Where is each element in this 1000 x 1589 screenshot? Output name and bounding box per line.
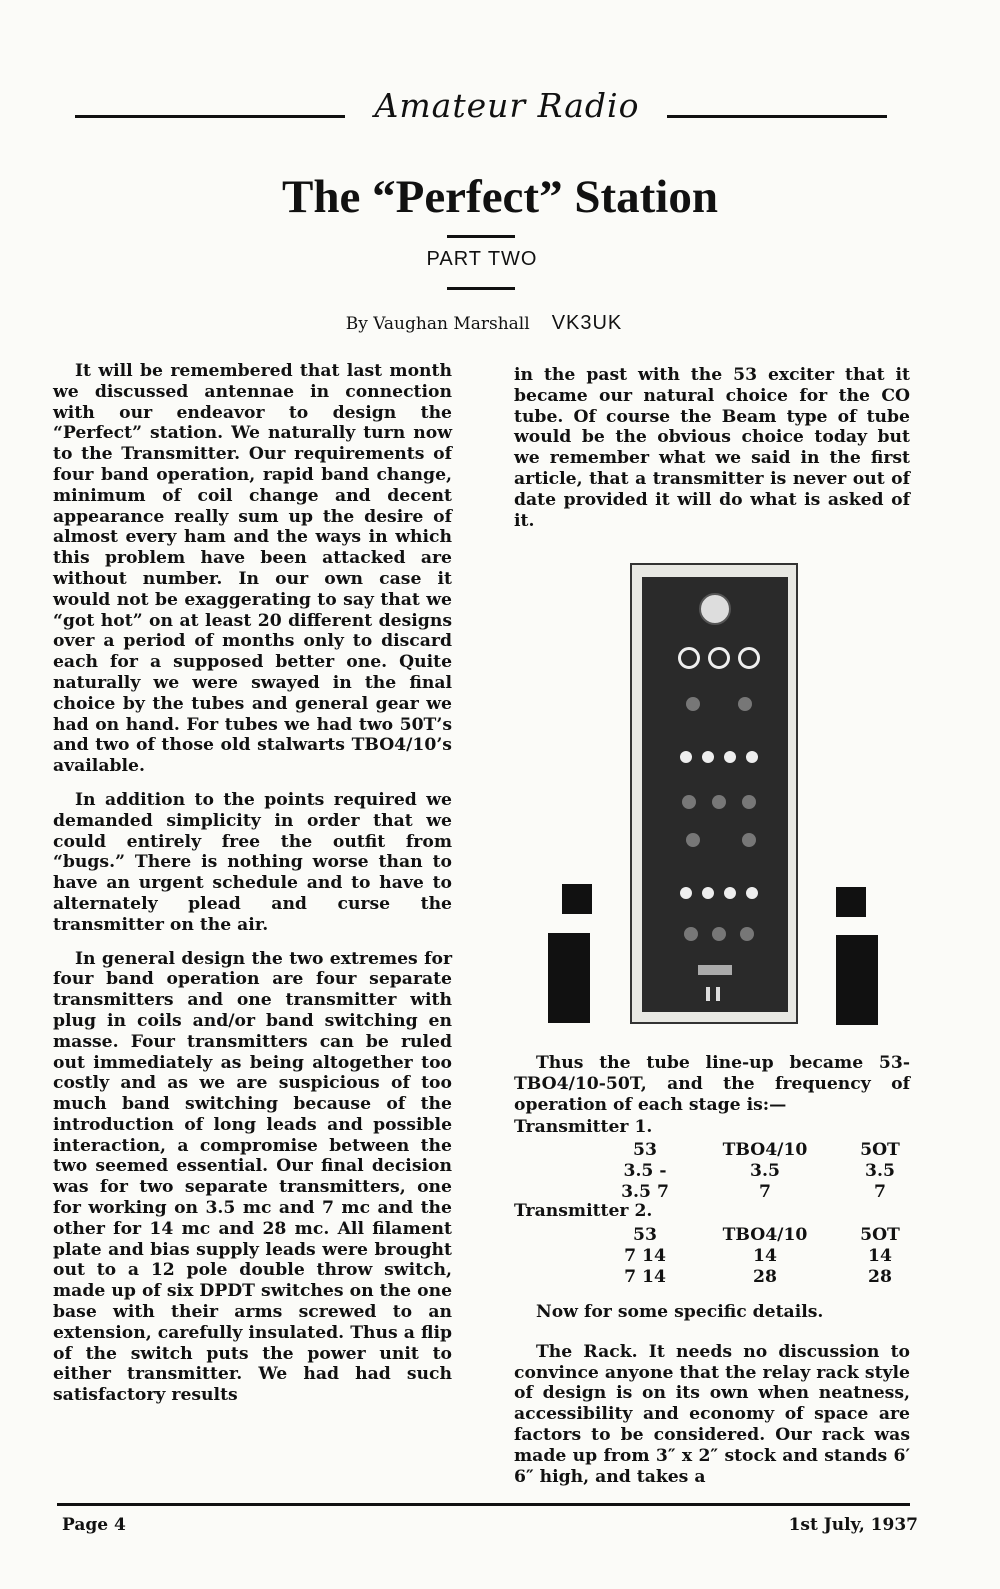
author-callsign: VK3UK [551,312,623,334]
table-cell: 3.5 - [623,1160,667,1181]
byline [0,312,968,335]
knob-icon [684,927,698,941]
switch-toggle [716,987,720,1001]
knob-icon [724,751,736,763]
dial-icon [708,647,730,669]
knob-icon [680,751,692,763]
meter-icon [699,593,731,625]
title-divider [447,235,515,238]
masthead [75,84,887,134]
paragraph: In general design the two extremes for four band operation are four separate transmitters and one transmitter with plug in coils and/or band switching en masse. Four transmitters can be ruled out immediately as being altogether too costly and as we are suspicious of too much band switching because of the introduction of long leads and possible interaction, a compromise between the two seemed essential. Our final decision was for two separate transmitters, one for working on 3.5 mc and 7 mc and the other for 14 mc and 28 mc. All filament plate and bias supply leads were brought out to a 12 pole double throw switch, made up of six DPDT switches on the one base with their arms screwed to an extension, carefully insulated. Thus a flip of the switch puts the power unit to either transmitter. We had had such satisfactory results [53,948,452,1406]
right-column-end [514,1302,910,1500]
rack-panel [642,577,788,1012]
table-cell: 14 [868,1245,892,1266]
knob-icon [686,833,700,847]
paragraph: It will be remembered that last month we discussed antennae in connection with our endeavor to design the “Perfect” station. We naturally turn now to the Transmitter. Our requirements of four band operation, rapid band change, minimum of coil change and decent appearance really sum up the desire of almost every ham and the ways in which this problem have been attacked are without number. In our own case it would not be exaggerating to say that we “got hot” on at least 20 different designs over a period of months only to discard each for a supposed better one. Quite naturally we were swayed in the final choice by the tubes and general gear we had on hand. For tubes we had two 50T’s and two of those old stalwarts TBO4/10’s available. [53,361,452,777]
knob-icon [742,795,756,809]
table-cell: 53 [633,1139,657,1160]
table-cell: 3.5 7 [621,1181,669,1202]
table-cell: 28 [868,1266,892,1287]
table-cell: TBO4/10 [722,1224,808,1245]
transmitter-rack-photo [630,563,798,1024]
table-cell: 7 [874,1181,886,1202]
switch-toggle [706,987,710,1001]
page-number: Page 4 [62,1515,126,1535]
table-cell: 7 14 [624,1245,666,1266]
table-cell: 3.5 [750,1160,780,1181]
masthead-rule-right [667,115,887,118]
author-name: By Vaughan Marshall [345,314,530,334]
paragraph: The Rack. It needs no discussion to convince anyone that the relay rack style of design is on its own when neatness, accessibility and economy of space are factors to be considered. Our rack was made up from 3″ x 2″ stock and stands 6′ 6″ high, and takes a [514,1341,910,1487]
knob-icon [738,697,752,711]
knob-icon [702,751,714,763]
knob-icon [712,795,726,809]
scale-marker-bar [836,935,878,1025]
dial-icon [678,647,700,669]
paragraph: Thus the tube line-up became 53-TBO4/10-50T, and the frequency of operation of each stage is:— [514,1053,910,1115]
table-cell: 53 [633,1224,657,1245]
table-cell: 5OT [860,1224,900,1245]
knob-icon [702,887,714,899]
table-header [600,1139,920,1160]
knob-icon [746,751,758,763]
switch-plate [698,965,732,975]
transmitter-2-table [600,1224,920,1287]
knob-icon [680,887,692,899]
table-cell: 7 [759,1181,771,1202]
issue-date: 1st July, 1937 [788,1515,918,1535]
paragraph: in the past with the 53 exciter that it became our natural choice for the CO tube. Of course the Beam type of tube would be the obvious choice today but we remember what we said in the first article, that a transmitter is never out of date provided it will do what is asked of it. [514,365,910,531]
knob-icon [686,697,700,711]
transmitter-1-label: Transmitter 1. [514,1117,653,1137]
footer-rule [57,1503,910,1506]
masthead-logo: Amateur Radio [374,86,640,125]
paragraph: In addition to the points required we demanded simplicity in order that we could entirely free the outfit from “bugs.” There is nothing worse than to have an urgent schedule and to have to alternately plead and curse the transmitter on the air. [53,789,452,935]
dial-icon [738,647,760,669]
table-row [600,1181,920,1202]
table-cell: 3.5 [865,1160,895,1181]
transmitter-1-table [600,1139,920,1202]
right-column-bottom [514,1053,910,1115]
scale-marker-square [562,884,592,914]
article-subtitle: PART TWO [426,248,538,270]
masthead-rule-left [75,115,345,118]
scale-marker-bar [548,933,590,1023]
knob-icon [682,795,696,809]
knob-icon [740,927,754,941]
scale-marker-square [836,887,866,917]
table-cell: 7 14 [624,1266,666,1287]
table-cell: 5OT [860,1139,900,1160]
knob-icon [724,887,736,899]
left-column [53,361,452,1419]
knob-icon [712,927,726,941]
table-cell: TBO4/10 [722,1139,808,1160]
table-header [600,1224,920,1245]
table-cell: 28 [753,1266,777,1287]
knob-icon [746,887,758,899]
article-title: The “Perfect” Station [282,171,718,223]
table-cell: 14 [753,1245,777,1266]
transmitter-2-label: Transmitter 2. [514,1201,653,1221]
table-row [600,1245,920,1266]
right-column-top [514,365,910,544]
knob-icon [742,833,756,847]
table-row [600,1266,920,1287]
paragraph: Now for some specific details. [536,1302,824,1322]
table-row [600,1160,920,1181]
subtitle-divider [447,287,515,290]
